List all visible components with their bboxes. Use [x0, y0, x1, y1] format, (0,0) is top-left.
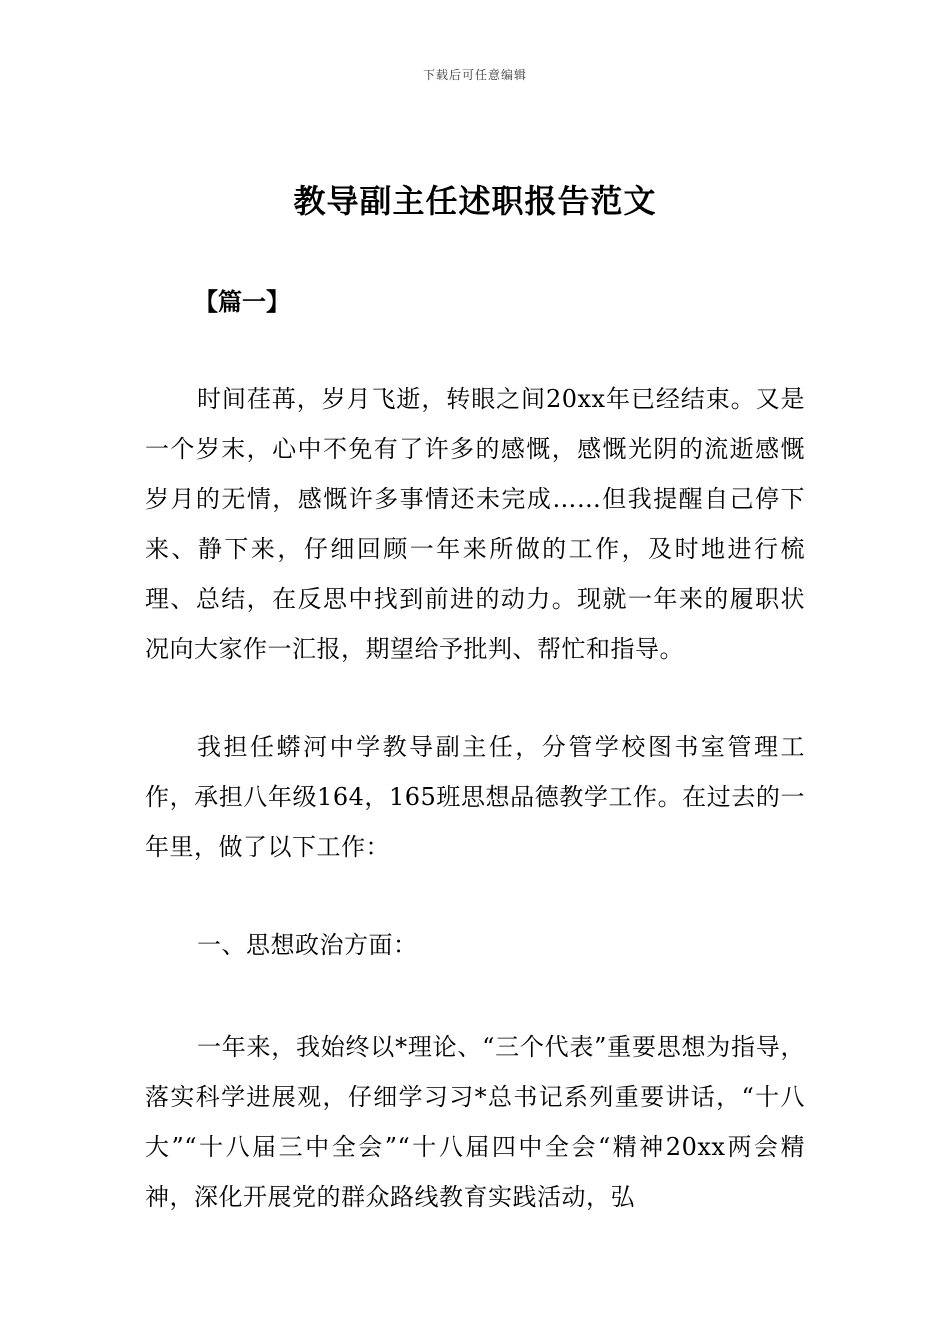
document-title: 教导副主任述职报告范文 — [293, 182, 657, 220]
paragraph-role-block — [145, 722, 805, 872]
section-label: 【篇一】 — [194, 288, 290, 316]
section-heading-block — [145, 920, 805, 970]
paragraph-role: 我担任蟒河中学教导副主任，分管学校图书室管理工作，承担八年级164，165班思想品德教学工作。在过去的一年里，做了以下工作： — [145, 733, 805, 861]
paragraph-ideology-block — [145, 1022, 805, 1222]
paragraph-intro-block — [145, 374, 805, 674]
section-heading-ideology: 一、思想政治方面： — [197, 931, 418, 959]
paragraph-ideology: 一年来，我始终以*理论、“三个代表”重要思想为指导，落实科学进展观，仔细学习习*总书记系列重要讲话，“十八大”“十八届三中全会”“十八届四中全会“精神20xx两会精神，深化开展党的群众路线教育实践活动，弘 — [145, 1033, 805, 1211]
paragraph-intro: 时间荏苒，岁月飞逝，转眼之间20xx年已经结束。又是一个岁末，心中不免有了许多的感慨，感慨光阴的流逝感慨岁月的无情，感慨许多事情还未完成……但我提醒自己停下来、静下来，仔细回顾一年来所做的工作，及时地进行梳理、总结，在反思中找到前进的动力。现就一年来的履职状况向大家作一汇报，期望给予批判、帮忙和指导。 — [145, 385, 805, 663]
header-note: 下载后可任意编辑 — [422, 68, 527, 82]
